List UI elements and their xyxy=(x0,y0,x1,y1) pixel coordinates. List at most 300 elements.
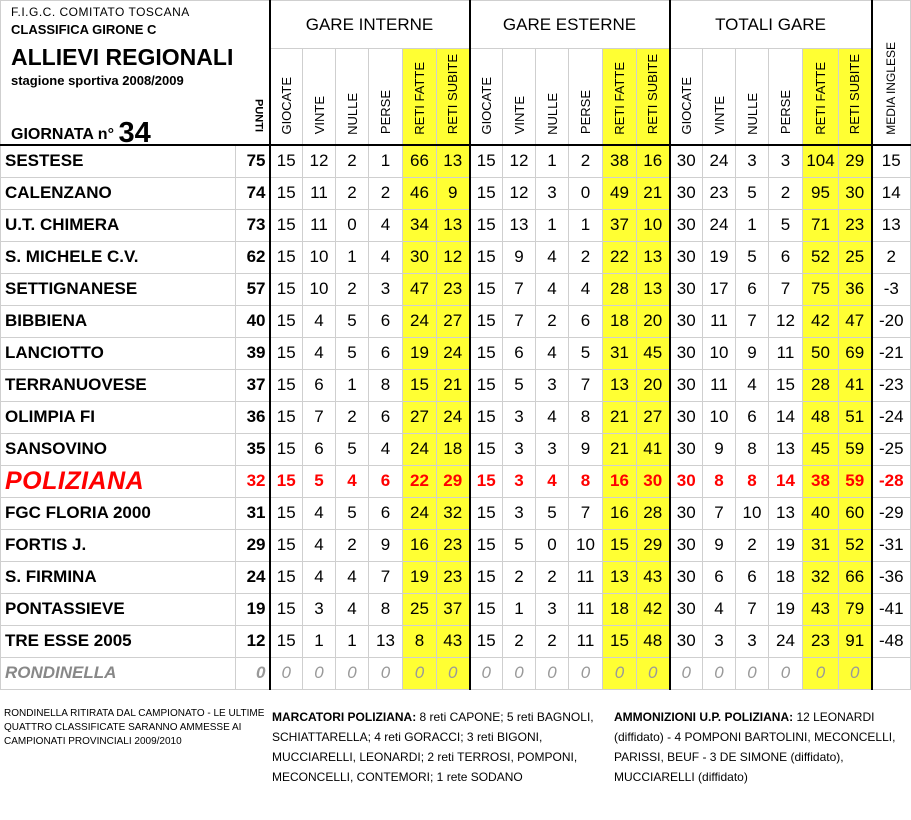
bookings-label: AMMONIZIONI U.P. POLIZIANA: xyxy=(614,710,794,724)
stat-cell: 4 xyxy=(536,401,569,433)
subheader-label: PERSE xyxy=(578,90,593,135)
stat-cell: 0 xyxy=(536,529,569,561)
stat-cell: 15 xyxy=(270,561,303,593)
table-row xyxy=(1,529,911,561)
stat-cell: 2 xyxy=(336,145,369,178)
stat-cell: 10 xyxy=(703,337,736,369)
stat-cell: 10 xyxy=(736,497,769,529)
stat-cell: 0 xyxy=(603,657,637,689)
stat-cell: 30 xyxy=(670,273,703,305)
stat-cell: 1 xyxy=(536,145,569,178)
stat-cell: 30 xyxy=(839,177,872,209)
stat-cell: 7 xyxy=(503,273,536,305)
stat-cell: 11 xyxy=(703,369,736,401)
stat-cell: 9 xyxy=(369,529,403,561)
stat-cell: 5 xyxy=(336,497,369,529)
points-header: PUNTI xyxy=(252,99,265,132)
stat-cell: 4 xyxy=(536,241,569,273)
stat-cell: 9 xyxy=(703,529,736,561)
stat-cell: 6 xyxy=(369,305,403,337)
stat-cell: 27 xyxy=(437,305,470,337)
media-inglese-cell: -3 xyxy=(872,273,911,305)
stat-cell: 16 xyxy=(403,529,437,561)
stat-cell: 2 xyxy=(536,625,569,657)
stat-cell: 2 xyxy=(336,401,369,433)
media-inglese-cell: -36 xyxy=(872,561,911,593)
stat-cell: 13 xyxy=(437,145,470,178)
stat-cell: 19 xyxy=(703,241,736,273)
stat-cell: 24 xyxy=(703,145,736,178)
stat-cell: 9 xyxy=(503,241,536,273)
subheader-label: VINTE xyxy=(311,96,327,135)
stat-cell: 5 xyxy=(503,369,536,401)
table-row xyxy=(1,465,911,497)
stat-cell: 2 xyxy=(336,177,369,209)
stat-cell: 9 xyxy=(437,177,470,209)
home-subheader-5 xyxy=(437,49,470,145)
stat-cell: 24 xyxy=(403,305,437,337)
stat-cell: 5 xyxy=(769,209,803,241)
media-inglese-cell: 14 xyxy=(872,177,911,209)
stat-cell: 30 xyxy=(670,465,703,497)
stat-cell: 0 xyxy=(270,657,303,689)
stat-cell: 19 xyxy=(769,593,803,625)
stat-cell: 3 xyxy=(503,401,536,433)
stat-cell: 24 xyxy=(437,337,470,369)
stat-cell: 0 xyxy=(569,657,603,689)
stat-cell: 1 xyxy=(336,241,369,273)
team-points: 73 xyxy=(236,209,270,241)
subheader-label: GIOCATE xyxy=(478,76,494,135)
stat-cell: 11 xyxy=(703,305,736,337)
stat-cell: 6 xyxy=(736,561,769,593)
stat-cell: 3 xyxy=(536,177,569,209)
stat-cell: 4 xyxy=(736,369,769,401)
team-name: U.T. CHIMERA xyxy=(1,209,236,241)
stat-cell: 30 xyxy=(670,209,703,241)
team-name: S. MICHELE C.V. xyxy=(1,241,236,273)
stat-cell: 16 xyxy=(637,145,670,178)
media-inglese-cell: -20 xyxy=(872,305,911,337)
media-inglese-cell xyxy=(872,657,911,689)
stat-cell: 15 xyxy=(470,177,503,209)
stat-cell: 19 xyxy=(403,337,437,369)
total-subheader-1 xyxy=(703,49,736,145)
stat-cell: 0 xyxy=(670,657,703,689)
stat-cell: 30 xyxy=(670,497,703,529)
stat-cell: 27 xyxy=(637,401,670,433)
stat-cell: 5 xyxy=(536,497,569,529)
stat-cell: 15 xyxy=(270,145,303,178)
team-name: OLIMPIA FI xyxy=(1,401,236,433)
table-row xyxy=(1,241,911,273)
stat-cell: 15 xyxy=(270,273,303,305)
stat-cell: 15 xyxy=(470,241,503,273)
stat-cell: 29 xyxy=(637,529,670,561)
subheader-label: VINTE xyxy=(511,96,527,135)
stat-cell: 51 xyxy=(839,401,872,433)
stat-cell: 25 xyxy=(839,241,872,273)
stat-cell: 20 xyxy=(637,369,670,401)
home-subheader-4 xyxy=(403,49,437,145)
stat-cell: 3 xyxy=(503,433,536,465)
stat-cell: 15 xyxy=(470,369,503,401)
stat-cell: 15 xyxy=(403,369,437,401)
stat-cell: 21 xyxy=(637,177,670,209)
stat-cell: 7 xyxy=(303,401,336,433)
stat-cell: 30 xyxy=(670,369,703,401)
team-points: 31 xyxy=(236,497,270,529)
stat-cell: 12 xyxy=(503,177,536,209)
stat-cell: 0 xyxy=(369,657,403,689)
stat-cell: 14 xyxy=(769,401,803,433)
stat-cell: 46 xyxy=(403,177,437,209)
stat-cell: 15 xyxy=(470,561,503,593)
stat-cell: 0 xyxy=(736,657,769,689)
team-name: SANSOVINO xyxy=(1,433,236,465)
stat-cell: 0 xyxy=(503,657,536,689)
stat-cell: 12 xyxy=(437,241,470,273)
media-inglese-cell: -29 xyxy=(872,497,911,529)
stat-cell: 47 xyxy=(839,305,872,337)
team-points: 0 xyxy=(236,657,270,689)
table-row xyxy=(1,209,911,241)
subheader-label: NULLE xyxy=(544,92,560,135)
stat-cell: 19 xyxy=(769,529,803,561)
media-inglese-header xyxy=(872,1,911,145)
total-games-header: TOTALI GARE xyxy=(670,1,872,49)
stat-cell: 21 xyxy=(603,433,637,465)
stat-cell: 52 xyxy=(839,529,872,561)
stat-cell: 11 xyxy=(569,593,603,625)
stat-cell: 29 xyxy=(437,465,470,497)
stat-cell: 25 xyxy=(403,593,437,625)
stat-cell: 29 xyxy=(839,145,872,178)
stat-cell: 1 xyxy=(303,625,336,657)
stat-cell: 50 xyxy=(803,337,839,369)
stat-cell: 10 xyxy=(303,273,336,305)
stat-cell: 15 xyxy=(769,369,803,401)
stat-cell: 48 xyxy=(637,625,670,657)
stat-cell: 69 xyxy=(839,337,872,369)
stat-cell: 13 xyxy=(437,209,470,241)
table-row xyxy=(1,305,911,337)
stat-cell: 0 xyxy=(437,657,470,689)
subheader-label: RETI SUBITE xyxy=(847,54,863,135)
home-subheader-2 xyxy=(336,49,369,145)
stat-cell: 22 xyxy=(403,465,437,497)
stat-cell: 4 xyxy=(303,561,336,593)
stat-cell: 23 xyxy=(437,529,470,561)
scorers-label: MARCATORI POLIZIANA: xyxy=(272,710,417,724)
stat-cell: 15 xyxy=(470,497,503,529)
stat-cell: 9 xyxy=(569,433,603,465)
team-points: 37 xyxy=(236,369,270,401)
stat-cell: 48 xyxy=(803,401,839,433)
stat-cell: 43 xyxy=(437,625,470,657)
team-points: 12 xyxy=(236,625,270,657)
team-name: FORTIS J. xyxy=(1,529,236,561)
stat-cell: 0 xyxy=(839,657,872,689)
team-name: FGC FLORIA 2000 xyxy=(1,497,236,529)
stat-cell: 7 xyxy=(769,273,803,305)
stat-cell: 0 xyxy=(303,657,336,689)
stat-cell: 22 xyxy=(603,241,637,273)
total-subheader-3 xyxy=(769,49,803,145)
stat-cell: 30 xyxy=(670,401,703,433)
scorers-text: 8 reti CAPONE; 5 reti BAGNOLI, SCHIATTARELLA; 4 reti GORACCI; 3 reti BIGONI, MUCCIARELLI, LEONARDI; 2 reti TERROSI, POMPONI, MECONCELLI, CONTEMORI; 1 rete SODANO xyxy=(272,710,594,784)
subheader-label: RETI FATTE xyxy=(813,61,828,135)
stat-cell: 11 xyxy=(569,625,603,657)
stat-cell: 16 xyxy=(603,497,637,529)
away-subheader-3 xyxy=(569,49,603,145)
media-inglese-cell: -31 xyxy=(872,529,911,561)
stat-cell: 13 xyxy=(769,497,803,529)
stat-cell: 7 xyxy=(703,497,736,529)
stat-cell: 0 xyxy=(336,657,369,689)
stat-cell: 19 xyxy=(403,561,437,593)
stat-cell: 15 xyxy=(270,369,303,401)
team-name: BIBBIENA xyxy=(1,305,236,337)
stat-cell: 15 xyxy=(270,241,303,273)
stat-cell: 60 xyxy=(839,497,872,529)
stat-cell: 15 xyxy=(470,401,503,433)
stat-cell: 5 xyxy=(336,305,369,337)
stat-cell: 15 xyxy=(470,465,503,497)
subheader-label: RETI FATTE xyxy=(412,61,427,135)
stat-cell: 4 xyxy=(303,497,336,529)
stat-cell: 30 xyxy=(670,433,703,465)
stat-cell: 24 xyxy=(437,401,470,433)
stat-cell: 6 xyxy=(703,561,736,593)
stat-cell: 15 xyxy=(603,625,637,657)
home-subheader-3 xyxy=(369,49,403,145)
stat-cell: 23 xyxy=(803,625,839,657)
stat-cell: 13 xyxy=(603,369,637,401)
subheader-label: NULLE xyxy=(744,92,760,135)
table-row xyxy=(1,625,911,657)
stat-cell: 28 xyxy=(637,497,670,529)
stat-cell: 0 xyxy=(637,657,670,689)
stat-cell: 6 xyxy=(503,337,536,369)
team-points: 75 xyxy=(236,145,270,178)
table-row xyxy=(1,145,911,178)
stat-cell: 8 xyxy=(369,369,403,401)
table-row xyxy=(1,177,911,209)
stat-cell: 7 xyxy=(569,497,603,529)
table-row xyxy=(1,561,911,593)
stat-cell: 15 xyxy=(470,337,503,369)
stat-cell: 4 xyxy=(703,593,736,625)
stat-cell: 0 xyxy=(769,657,803,689)
stat-cell: 43 xyxy=(637,561,670,593)
stat-cell: 5 xyxy=(303,465,336,497)
stat-cell: 23 xyxy=(703,177,736,209)
team-points: 39 xyxy=(236,337,270,369)
bookings-block xyxy=(614,707,909,787)
stat-cell: 7 xyxy=(503,305,536,337)
stat-cell: 1 xyxy=(336,625,369,657)
stat-cell: 30 xyxy=(670,305,703,337)
stat-cell: 30 xyxy=(403,241,437,273)
stat-cell: 3 xyxy=(736,145,769,178)
table-row xyxy=(1,497,911,529)
total-subheader-0 xyxy=(670,49,703,145)
stat-cell: 8 xyxy=(703,465,736,497)
stat-cell: 11 xyxy=(769,337,803,369)
stat-cell: 0 xyxy=(336,209,369,241)
stat-cell: 15 xyxy=(270,625,303,657)
table-row xyxy=(1,657,911,689)
season-title: stagione sportiva 2008/2009 xyxy=(11,73,184,88)
stat-cell: 2 xyxy=(336,529,369,561)
team-name: CALENZANO xyxy=(1,177,236,209)
stat-cell: 104 xyxy=(803,145,839,178)
stat-cell: 4 xyxy=(536,337,569,369)
away-subheader-2 xyxy=(536,49,569,145)
stat-cell: 59 xyxy=(839,433,872,465)
stat-cell: 3 xyxy=(736,625,769,657)
stat-cell: 6 xyxy=(769,241,803,273)
stat-cell: 2 xyxy=(536,305,569,337)
stat-cell: 15 xyxy=(470,625,503,657)
stat-cell: 14 xyxy=(769,465,803,497)
stat-cell: 30 xyxy=(670,337,703,369)
stat-cell: 6 xyxy=(369,497,403,529)
stat-cell: 6 xyxy=(369,337,403,369)
stat-cell: 0 xyxy=(470,657,503,689)
withdrawal-note: RONDINELLA RITIRATA DAL CAMPIONATO - LE ULTIME QUATTRO CLASSIFICATE SARANNO AMMESSE AI CAMPIONATI PROVINCIALI 2009/2010 xyxy=(4,708,265,747)
stat-cell: 3 xyxy=(503,465,536,497)
stat-cell: 13 xyxy=(637,241,670,273)
stat-cell: 45 xyxy=(803,433,839,465)
stat-cell: 11 xyxy=(569,561,603,593)
stat-cell: 24 xyxy=(403,433,437,465)
stat-cell: 38 xyxy=(603,145,637,178)
media-inglese-cell: -28 xyxy=(872,465,911,497)
stat-cell: 1 xyxy=(503,593,536,625)
stat-cell: 10 xyxy=(569,529,603,561)
stat-cell: 30 xyxy=(670,529,703,561)
stat-cell: 37 xyxy=(437,593,470,625)
stat-cell: 8 xyxy=(569,401,603,433)
stat-cell: 5 xyxy=(336,337,369,369)
stat-cell: 5 xyxy=(569,337,603,369)
stat-cell: 75 xyxy=(803,273,839,305)
stat-cell: 4 xyxy=(336,561,369,593)
stat-cell: 3 xyxy=(769,145,803,178)
team-points: 40 xyxy=(236,305,270,337)
stat-cell: 15 xyxy=(470,593,503,625)
team-name: LANCIOTTO xyxy=(1,337,236,369)
stat-cell: 13 xyxy=(603,561,637,593)
stat-cell: 1 xyxy=(336,369,369,401)
stat-cell: 13 xyxy=(369,625,403,657)
stat-cell: 3 xyxy=(703,625,736,657)
away-subheader-5 xyxy=(637,49,670,145)
stat-cell: 15 xyxy=(270,177,303,209)
stat-cell: 4 xyxy=(536,273,569,305)
stat-cell: 15 xyxy=(470,209,503,241)
away-subheader-0 xyxy=(470,49,503,145)
subheader-label: NULLE xyxy=(344,92,360,135)
stat-cell: 5 xyxy=(736,241,769,273)
stat-cell: 11 xyxy=(303,209,336,241)
stat-cell: 15 xyxy=(270,497,303,529)
stat-cell: 21 xyxy=(437,369,470,401)
stat-cell: 6 xyxy=(303,369,336,401)
team-name: SETTIGNANESE xyxy=(1,273,236,305)
table-row xyxy=(1,401,911,433)
stat-cell: 37 xyxy=(603,209,637,241)
stat-cell: 30 xyxy=(670,145,703,178)
championship-title: ALLIEVI REGIONALI xyxy=(11,44,234,70)
stat-cell: 24 xyxy=(703,209,736,241)
stat-cell: 15 xyxy=(470,433,503,465)
team-name: SESTESE xyxy=(1,145,236,178)
stat-cell: 16 xyxy=(603,465,637,497)
stat-cell: 79 xyxy=(839,593,872,625)
team-points: 35 xyxy=(236,433,270,465)
stat-cell: 7 xyxy=(736,593,769,625)
stat-cell: 10 xyxy=(703,401,736,433)
stat-cell: 45 xyxy=(637,337,670,369)
subheader-label: RETI SUBITE xyxy=(645,54,661,135)
stat-cell: 4 xyxy=(369,209,403,241)
stat-cell: 4 xyxy=(369,433,403,465)
stat-cell: 2 xyxy=(569,145,603,178)
group-title: CLASSIFICA GIRONE C xyxy=(11,22,157,37)
stat-cell: 15 xyxy=(270,209,303,241)
stat-cell: 4 xyxy=(536,465,569,497)
stat-cell: 3 xyxy=(303,593,336,625)
stat-cell: 49 xyxy=(603,177,637,209)
table-row xyxy=(1,593,911,625)
stat-cell: 2 xyxy=(369,177,403,209)
stat-cell: 15 xyxy=(270,401,303,433)
subheader-label: PERSE xyxy=(378,90,393,135)
subheader-label: RETI SUBITE xyxy=(445,54,461,135)
stat-cell: 8 xyxy=(369,593,403,625)
team-name: PONTASSIEVE xyxy=(1,593,236,625)
stat-cell: 23 xyxy=(437,273,470,305)
stat-cell: 18 xyxy=(437,433,470,465)
stat-cell: 71 xyxy=(803,209,839,241)
stat-cell: 6 xyxy=(303,433,336,465)
matchday-title xyxy=(11,114,151,145)
media-inglese-cell: 15 xyxy=(872,145,911,178)
federation-title: F.I.G.C. COMITATO TOSCANA xyxy=(11,5,190,19)
stat-cell: 0 xyxy=(703,657,736,689)
stat-cell: 9 xyxy=(703,433,736,465)
stat-cell: 31 xyxy=(603,337,637,369)
team-points: 36 xyxy=(236,401,270,433)
stat-cell: 6 xyxy=(736,273,769,305)
stat-cell: 30 xyxy=(670,561,703,593)
stat-cell: 10 xyxy=(637,209,670,241)
title-block xyxy=(1,1,270,145)
stat-cell: 23 xyxy=(437,561,470,593)
media-inglese-cell: -23 xyxy=(872,369,911,401)
away-games-header: GARE ESTERNE xyxy=(470,1,670,49)
stat-cell: 5 xyxy=(336,433,369,465)
table-row xyxy=(1,337,911,369)
stat-cell: 4 xyxy=(336,465,369,497)
stat-cell: 20 xyxy=(637,305,670,337)
stat-cell: 8 xyxy=(403,625,437,657)
stat-cell: 30 xyxy=(670,593,703,625)
stat-cell: 0 xyxy=(536,657,569,689)
